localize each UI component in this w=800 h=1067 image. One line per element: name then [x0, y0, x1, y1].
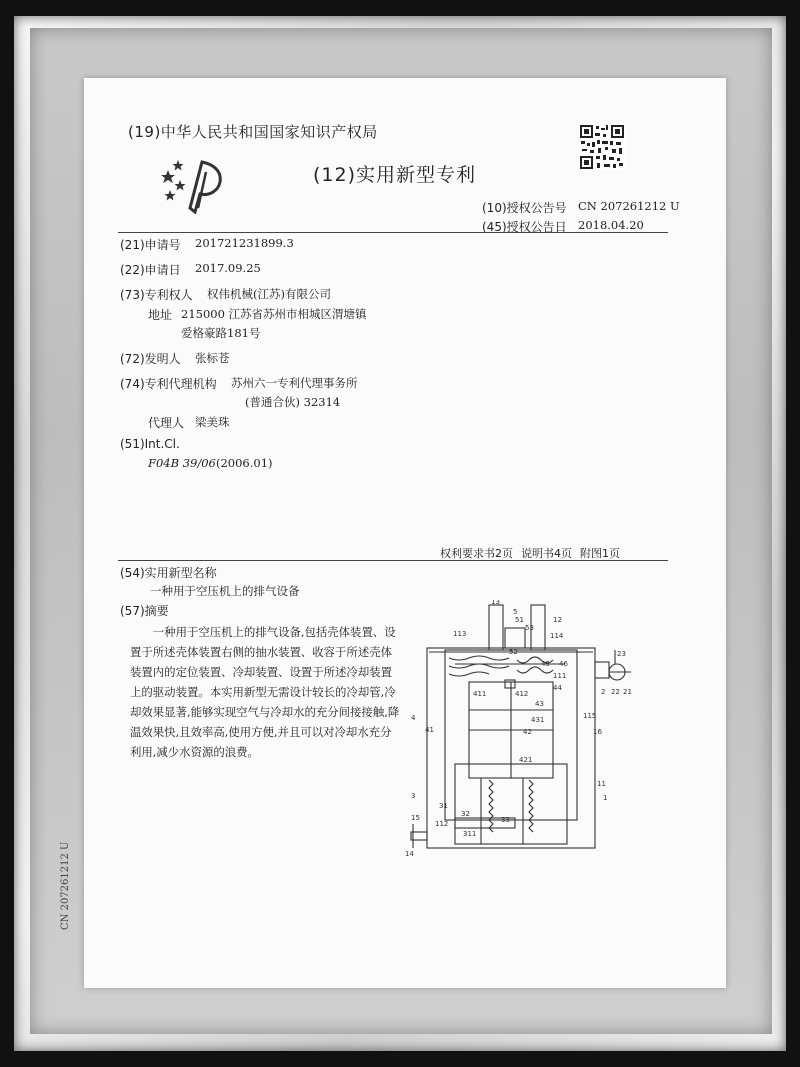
- label-23: 23: [617, 650, 626, 658]
- int-cl-code: F04B 39/06: [148, 456, 216, 470]
- label-115: 115: [583, 712, 597, 720]
- utility-model-title-label: (54)实用新型名称: [120, 566, 217, 580]
- label-41: 41: [425, 726, 434, 734]
- label-411: 411: [473, 690, 487, 698]
- side-publication-number: CN 207261212 U: [60, 841, 71, 930]
- label-12: 12: [553, 616, 562, 624]
- abstract-drawing: [405, 600, 635, 860]
- cnipa-logo-icon: [160, 156, 230, 214]
- int-cl-label: (51)Int.Cl.: [120, 437, 180, 451]
- agent: 梁美珠: [195, 415, 230, 429]
- issuing-office: (19)中华人民共和国国家知识产权局: [128, 123, 378, 141]
- label-44: 44: [553, 684, 562, 692]
- section-divider: [118, 560, 668, 561]
- label-42: 42: [523, 728, 532, 736]
- label-2: 2: [601, 688, 606, 696]
- label-33: 33: [501, 816, 510, 824]
- utility-model-title: 一种用于空压机上的排气设备: [150, 584, 300, 598]
- claims-page-count: 权利要求书2页: [440, 547, 513, 560]
- label-412: 412: [515, 690, 529, 698]
- label-1: 1: [603, 794, 608, 802]
- address-line-2: 爱格豪路181号: [181, 326, 261, 340]
- patentee: 权伟机械(江苏)有限公司: [207, 287, 331, 301]
- qr-code-icon: [579, 124, 625, 170]
- header-divider: [118, 232, 668, 233]
- label-3: 3: [411, 792, 416, 800]
- label-15: 15: [411, 814, 420, 822]
- address-label: 地址: [148, 308, 173, 322]
- label-4: 4: [411, 714, 416, 722]
- label-45: 45: [541, 660, 550, 668]
- label-16: 16: [593, 728, 602, 736]
- label-5: 5: [513, 608, 518, 616]
- label-311: 311: [463, 830, 477, 838]
- abstract-text: 一种用于空压机上的排气设备,包括壳体装置、设置于所述壳体装置右侧的抽水装置、收容于所述壳体装置内的定位装置、冷却装置、设置于所述冷却装置上的驱动装置。本实用新型无需设计较长的冷却管,冷却效果显著,能够实现空气与冷却水的充分间接接触,降温效果快,且效率高,使用方便,并且可以对冷却水充分利用,减少水资源的浪费。: [130, 625, 400, 759]
- patentee-label: (73)专利权人: [120, 288, 193, 302]
- publication-date-label: (45)授权公告日: [482, 220, 567, 234]
- label-31: 31: [439, 802, 448, 810]
- agency-line-2: (普通合伙) 32314: [245, 395, 341, 409]
- agency-label: (74)专利代理机构: [120, 377, 217, 391]
- application-number: 201721231899.3: [195, 236, 294, 250]
- label-113: 113: [453, 630, 467, 638]
- label-46: 46: [559, 660, 568, 668]
- application-number-label: (21)申请号: [120, 238, 181, 252]
- application-date: 2017.09.25: [195, 261, 261, 275]
- document-type: (12)实用新型专利: [313, 164, 477, 186]
- label-14: 14: [405, 850, 414, 858]
- inventor: 张标苍: [195, 351, 230, 365]
- label-13: 13: [491, 600, 500, 606]
- label-51: 51: [515, 616, 524, 624]
- label-11: 11: [597, 780, 606, 788]
- publication-number: CN 207261212 U: [578, 199, 680, 213]
- agency-line-1: 苏州六一专利代理事务所: [231, 376, 358, 390]
- address-line-1: 215000 江苏省苏州市相城区渭塘镇: [181, 307, 367, 321]
- label-111: 111: [553, 672, 567, 680]
- inventor-label: (72)发明人: [120, 352, 181, 366]
- drawings-page-count: 附图1页: [580, 547, 620, 560]
- label-114: 114: [550, 632, 564, 640]
- publication-date: 2018.04.20: [578, 218, 644, 232]
- abstract-label: (57)摘要: [120, 604, 169, 618]
- label-112: 112: [435, 820, 449, 828]
- publication-number-label: (10)授权公告号: [482, 201, 567, 215]
- label-43: 43: [535, 700, 544, 708]
- label-52: 52: [509, 648, 518, 656]
- label-32: 32: [461, 810, 470, 818]
- description-page-count: 说明书4页: [521, 547, 572, 560]
- application-date-label: (22)申请日: [120, 263, 181, 277]
- label-431: 431: [531, 716, 545, 724]
- int-cl-year: (2006.01): [216, 456, 273, 470]
- agent-label: 代理人: [148, 416, 185, 430]
- label-22: 22: [611, 688, 620, 696]
- label-53: 53: [525, 624, 534, 632]
- label-421: 421: [519, 756, 533, 764]
- label-21: 21: [623, 688, 632, 696]
